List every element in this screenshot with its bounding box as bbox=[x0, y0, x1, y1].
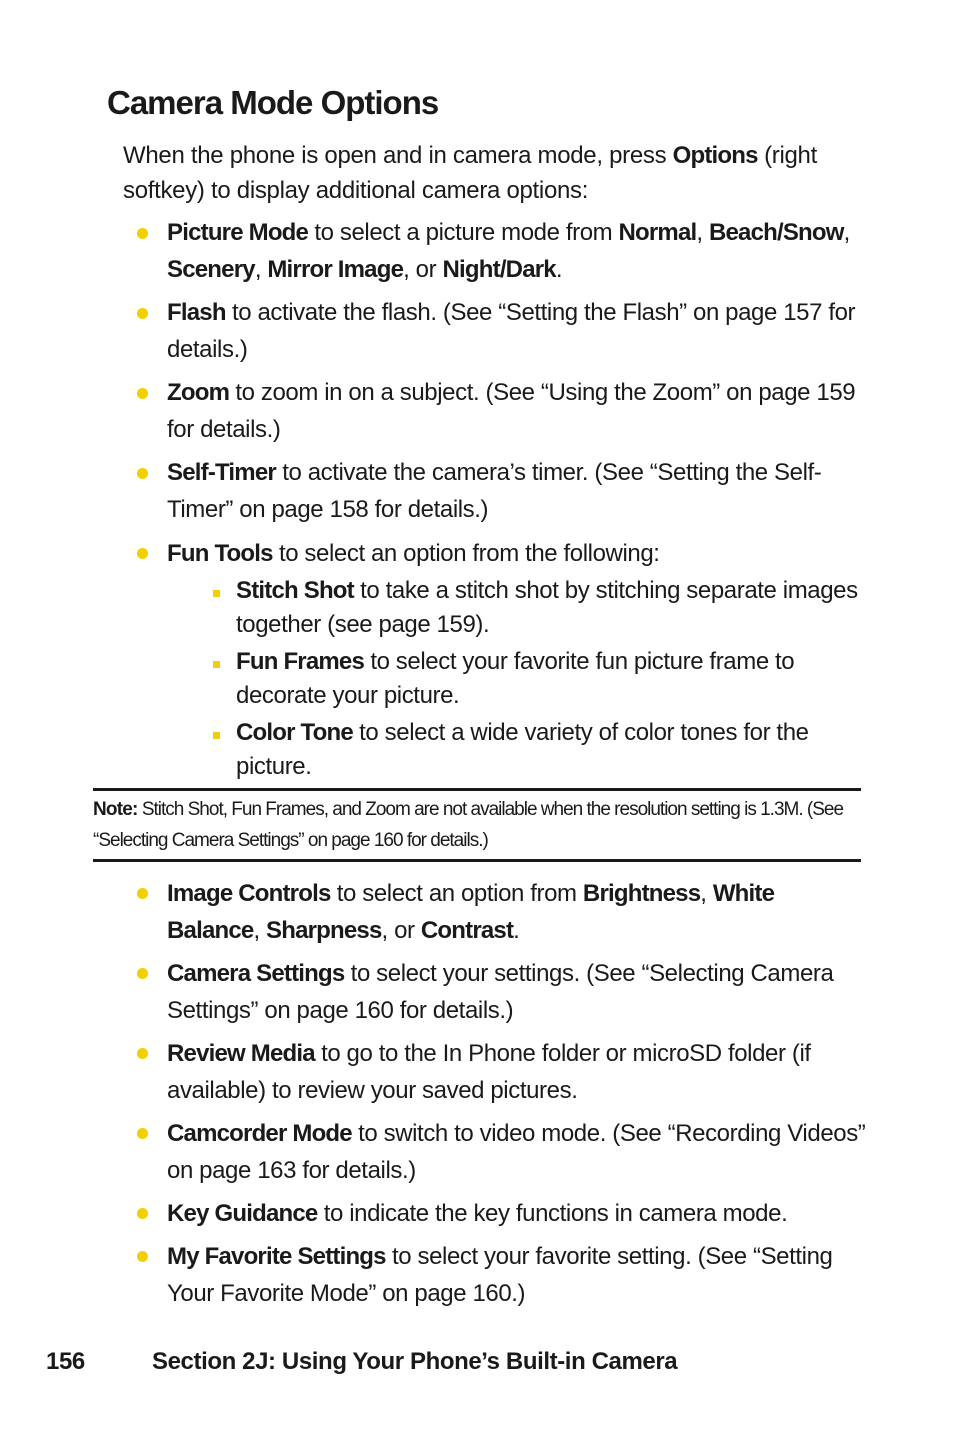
list-item-flash: Flash to activate the flash. (See “Setting the Flash” on page 157 for details.) bbox=[167, 299, 856, 363]
bullet-icon bbox=[137, 548, 148, 559]
list-item-fun-tools: Fun Tools to select an option from the following: bbox=[167, 540, 660, 567]
list-item-self-timer: Self-Timer to activate the camera’s timer. (See “Setting the Self-Timer” on page 158 for details.) bbox=[167, 459, 822, 523]
note-box: Note: Stitch Shot, Fun Frames, and Zoom are not available when the resolution setting is 1.3M. (See “Selecting Camera Settings” on page 160 for details.) bbox=[93, 799, 844, 851]
bullet-icon bbox=[137, 968, 148, 979]
list-item-camcorder-mode: Camcorder Mode to switch to video mode. (See “Recording Videos” on page 163 for details.) bbox=[167, 1120, 866, 1184]
bullet-icon bbox=[137, 888, 148, 899]
square-bullet-icon bbox=[213, 590, 220, 597]
bullet-icon bbox=[137, 388, 148, 399]
sub-item-fun-frames: Fun Frames to select your favorite fun picture frame to decorate your picture. bbox=[236, 648, 795, 709]
sub-item-color-tone: Color Tone to select a wide variety of color tones for the picture. bbox=[236, 719, 809, 780]
bullet-icon bbox=[137, 1251, 148, 1262]
bullet-icon bbox=[137, 1048, 148, 1059]
bullet-icon bbox=[137, 308, 148, 319]
list-item-my-favorite-settings: My Favorite Settings to select your favorite setting. (See “Setting Your Favorite Mode” on page 160.) bbox=[167, 1243, 833, 1307]
page-title: Camera Mode Options bbox=[107, 84, 439, 121]
list-item-image-controls: Image Controls to select an option from Brightness, White Balance, Sharpness, or Contrast. bbox=[167, 880, 775, 944]
page-number: 156 bbox=[46, 1348, 85, 1375]
list-item-picture-mode: Picture Mode to select a picture mode from Normal, Beach/Snow, Scenery, Mirror Image, or Night/Dark. bbox=[167, 219, 850, 283]
bullet-icon bbox=[137, 1128, 148, 1139]
list-item-zoom: Zoom to zoom in on a subject. (See “Using the Zoom” on page 159 for details.) bbox=[167, 379, 856, 443]
note-top-rule bbox=[93, 788, 861, 791]
list-item-review-media: Review Media to go to the In Phone folder or microSD folder (if available) to review your saved pictures. bbox=[167, 1040, 811, 1104]
intro-paragraph: When the phone is open and in camera mode, press Options (right softkey) to display additional camera options: bbox=[123, 142, 817, 204]
bullet-icon bbox=[137, 1208, 148, 1219]
list-item-key-guidance: Key Guidance to indicate the key functions in camera mode. bbox=[167, 1200, 788, 1227]
bullet-icon bbox=[137, 468, 148, 479]
square-bullet-icon bbox=[213, 661, 220, 668]
square-bullet-icon bbox=[213, 732, 220, 739]
bullet-icon bbox=[137, 228, 148, 239]
section-title: Section 2J: Using Your Phone’s Built-in Camera bbox=[152, 1348, 678, 1375]
note-bottom-rule bbox=[93, 859, 861, 862]
list-item-camera-settings: Camera Settings to select your settings. (See “Selecting Camera Settings” on page 160 for details.) bbox=[167, 960, 834, 1024]
sub-item-stitch-shot: Stitch Shot to take a stitch shot by stitching separate images together (see page 159). bbox=[236, 577, 858, 638]
